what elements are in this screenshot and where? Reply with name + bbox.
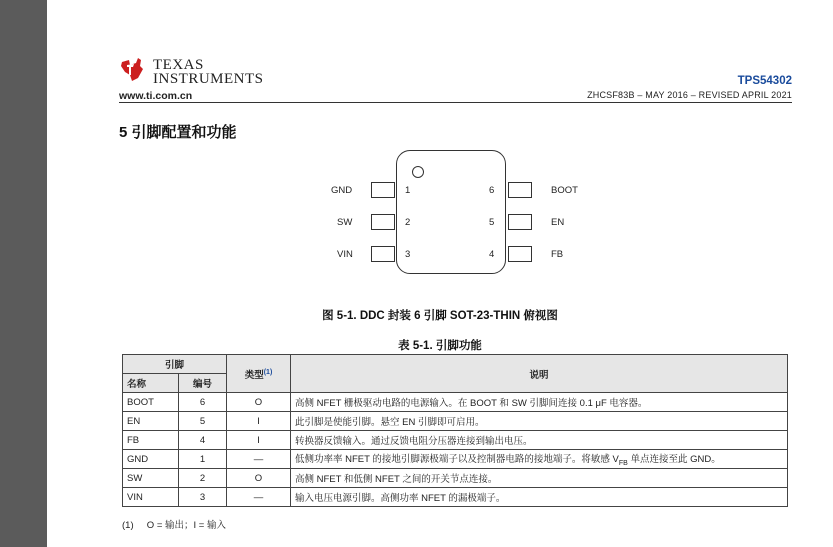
table-caption: 表 5-1. 引脚功能 [398, 340, 482, 352]
pin-pad-vin [371, 246, 395, 262]
table-row: BOOT 6 O 高侧 NFET 栅极驱动电路的电源输入。在 BOOT 和 SW 引脚间连接 0.1 μF 电容器。 [123, 393, 788, 412]
pin-name-left: VIN [337, 249, 353, 260]
pin-name-right: EN [551, 217, 565, 228]
pin-pad-en [508, 214, 532, 230]
pin-number: 1 [405, 185, 411, 196]
header-number: 编号 [179, 374, 227, 393]
figure-caption: 图 5-1. DDC 封装 6 引脚 SOT-23-THIN 俯视图 [322, 310, 558, 322]
pin-number: 5 [489, 217, 495, 228]
table-row: EN 5 I 此引脚是使能引脚。悬空 EN 引脚即可启用。 [123, 412, 788, 431]
pin-name-left: GND [331, 185, 353, 196]
header-name: 名称 [123, 374, 179, 393]
header-description: 说明 [291, 355, 788, 393]
pin-name-left: SW [337, 217, 353, 228]
pin1-marker [412, 166, 424, 178]
brand-name-line1: TEXAS [153, 57, 204, 73]
pin-number: 4 [489, 249, 495, 260]
pin-functions-table [122, 354, 788, 507]
pin-number: 3 [405, 249, 411, 260]
pin-name-right: FB [551, 249, 564, 260]
header-pin: 引脚 [123, 355, 227, 374]
document-page [47, 0, 833, 547]
table-footnote: (1) O = 输出；I = 输入 [122, 520, 226, 531]
table-row: FB 4 I 转换器反馈输入。通过反馈电阻分压器连接到输出电压。 [123, 431, 788, 450]
table-row: SW 2 O 高侧 NFET 和低侧 NFET 之间的开关节点连接。 [123, 469, 788, 488]
header-type: 类型$^{(1)}$ [227, 355, 291, 393]
pin-pad-sw [371, 214, 395, 230]
brand-name-line2: INSTRUMENTS [153, 71, 264, 87]
document-info: ZHCSF83B – MAY 2016 – REVISED APRIL 2021 [587, 90, 792, 100]
section-title: 5 引脚配置和功能 [119, 124, 237, 141]
table-row: VIN 3 — 输入电压电源引脚。高侧功率 NFET 的漏极端子。 [123, 488, 788, 507]
ti-logo-icon [119, 56, 145, 82]
pin-name-right: BOOT [551, 185, 578, 196]
part-number-link[interactable]: TPS54302 [737, 75, 792, 87]
pin-number: 6 [489, 185, 495, 196]
table-row: GND 1 — 低侧功率率 NFET 的接地引脚源极端子以及控制器电路的接地端子。将敏感 $V_{FB}$ 单点连接至此 GND。 [123, 450, 788, 469]
website-link[interactable]: www.ti.com.cn [119, 90, 193, 102]
pin-pad-boot [508, 182, 532, 198]
pin-pad-fb [508, 246, 532, 262]
header-divider [119, 102, 792, 103]
pin-number: 2 [405, 217, 411, 228]
pin-pad-gnd [371, 182, 395, 198]
